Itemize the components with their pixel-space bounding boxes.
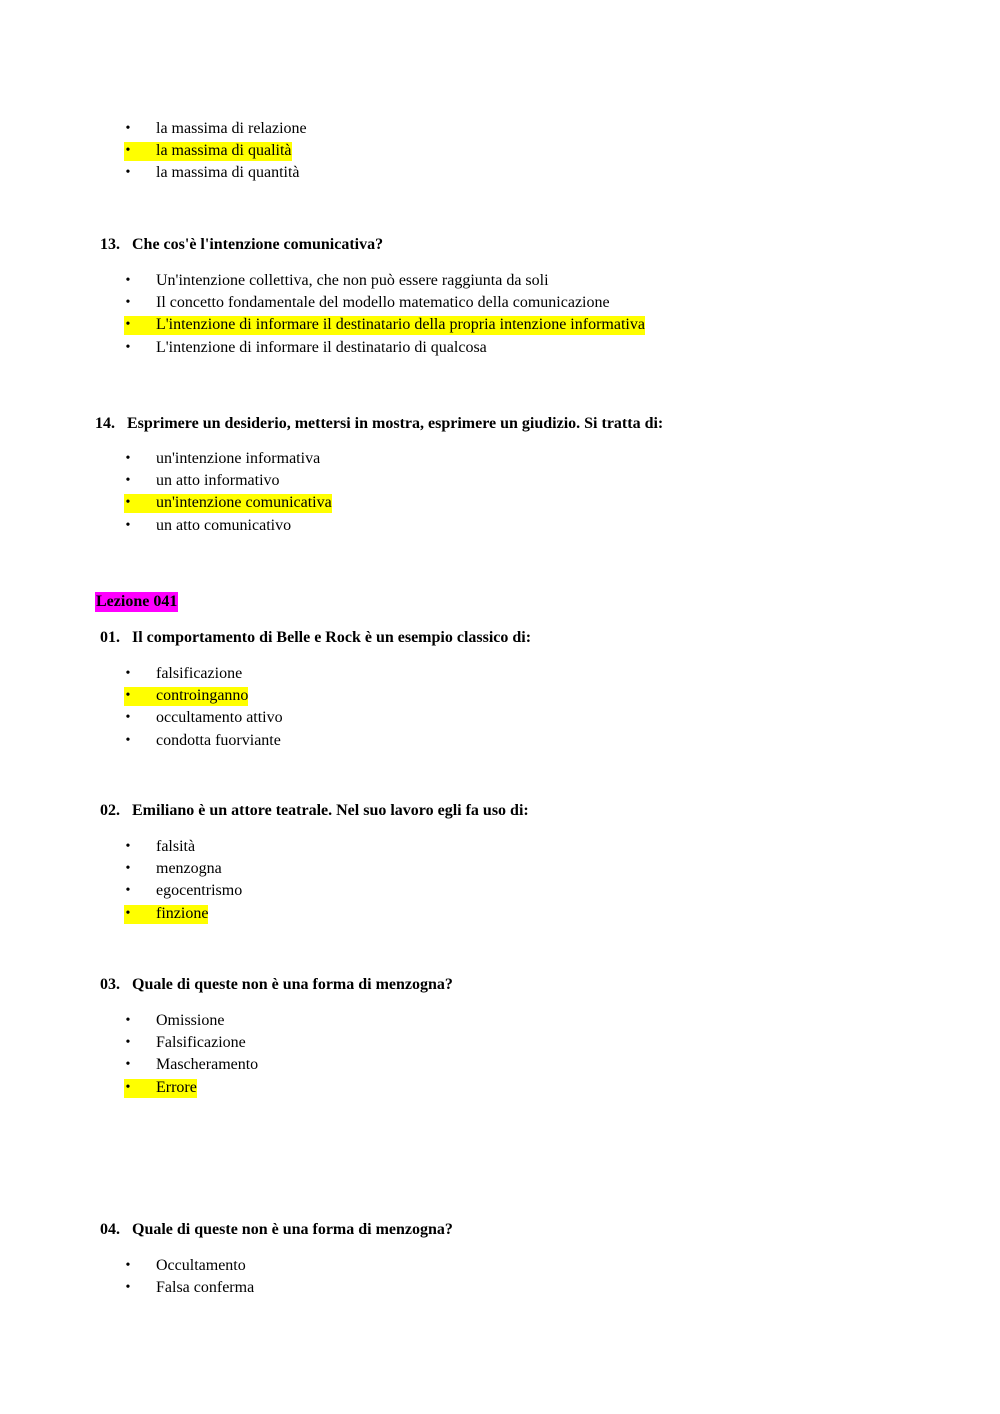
answer-text: occultamento attivo xyxy=(156,709,283,727)
bullet-icon: • xyxy=(125,317,131,333)
question-text: Esprimere un desiderio, mettersi in mostra, esprimere un giudizio. Si tratta di: xyxy=(127,415,664,432)
bullet-icon: • xyxy=(125,666,131,681)
lesson-heading: Lezione 041 xyxy=(96,593,178,610)
bullet-icon: • xyxy=(125,273,131,288)
bullet-icon: • xyxy=(125,517,131,533)
answer-text: la massima di quantità xyxy=(156,164,300,182)
answer-text: L'intenzione di informare il destinatario della propria intenzione informativa xyxy=(156,316,645,334)
question-number: 13. xyxy=(100,236,120,253)
question-02 xyxy=(100,801,529,821)
bullet-icon: • xyxy=(125,1079,131,1095)
bullet-icon: • xyxy=(125,121,131,136)
bullet-icon: • xyxy=(125,339,131,355)
question-number: 04. xyxy=(100,1221,120,1238)
answer-text: un atto informativo xyxy=(156,472,280,490)
question-text: Quale di queste non è una forma di menzogna? xyxy=(132,976,453,993)
answer-text: Omissione xyxy=(156,1012,225,1029)
answer-text: la massima di relazione xyxy=(156,120,307,137)
answer-text: Occultamento xyxy=(156,1257,246,1274)
answer-text: falsificazione xyxy=(156,665,243,682)
question-14 xyxy=(95,414,663,434)
answer-text: un'intenzione informativa xyxy=(156,450,321,467)
answer-text: L'intenzione di informare il destinatario di qualcosa xyxy=(156,338,487,356)
bullet-icon: • xyxy=(125,905,131,921)
answer-text: Errore xyxy=(156,1078,197,1096)
answer-text: un atto comunicativo xyxy=(156,516,292,534)
bullet-icon: • xyxy=(125,143,131,159)
question-text: Il comportamento di Belle e Rock è un esempio classico di: xyxy=(132,629,532,646)
bullet-icon: • xyxy=(125,1258,131,1273)
answer-text: menzogna xyxy=(156,860,222,878)
answer-text: finzione xyxy=(156,904,209,922)
bullet-icon: • xyxy=(125,473,131,489)
bullet-icon: • xyxy=(125,732,131,748)
question-number: 01. xyxy=(100,629,120,646)
bullet-icon: • xyxy=(125,1280,131,1296)
question-text: Che cos'è l'intenzione comunicativa? xyxy=(132,236,384,253)
answer-text: Mascheramento xyxy=(156,1056,259,1074)
answer-text: egocentrismo xyxy=(156,882,243,900)
answer-text: Un'intenzione collettiva, che non può essere raggiunta da soli xyxy=(156,272,549,289)
question-text: Quale di queste non è una forma di menzogna? xyxy=(132,1221,453,1238)
answer-text: Falsa conferma xyxy=(156,1279,255,1297)
question-13 xyxy=(100,235,383,255)
question-03 xyxy=(100,975,453,995)
question-text: Emiliano è un attore teatrale. Nel suo lavoro egli fa uso di: xyxy=(132,802,529,819)
bullet-icon: • xyxy=(125,1013,131,1028)
bullet-icon: • xyxy=(125,883,131,899)
bullet-icon: • xyxy=(125,1057,131,1073)
answer-text: controinganno xyxy=(156,687,249,705)
answer-text: un'intenzione comunicativa xyxy=(156,494,332,512)
bullet-icon: • xyxy=(125,839,131,854)
bullet-icon: • xyxy=(125,861,131,877)
bullet-icon: • xyxy=(125,295,131,311)
bullet-icon: • xyxy=(125,710,131,726)
bullet-icon: • xyxy=(125,165,131,181)
question-04 xyxy=(100,1220,453,1240)
bullet-icon: • xyxy=(125,451,131,466)
question-number: 14. xyxy=(95,415,115,432)
question-01 xyxy=(100,628,531,648)
answer-text: condotta fuorviante xyxy=(156,731,281,749)
bullet-icon: • xyxy=(125,688,131,704)
question-number: 03. xyxy=(100,976,120,993)
answer-text: Falsificazione xyxy=(156,1034,246,1052)
answer-text: falsità xyxy=(156,838,196,855)
bullet-icon: • xyxy=(125,495,131,511)
answer-text: la massima di qualità xyxy=(156,142,292,160)
answer-text: Il concetto fondamentale del modello matematico della comunicazione xyxy=(156,294,610,312)
bullet-icon: • xyxy=(125,1035,131,1051)
question-number: 02. xyxy=(100,802,120,819)
